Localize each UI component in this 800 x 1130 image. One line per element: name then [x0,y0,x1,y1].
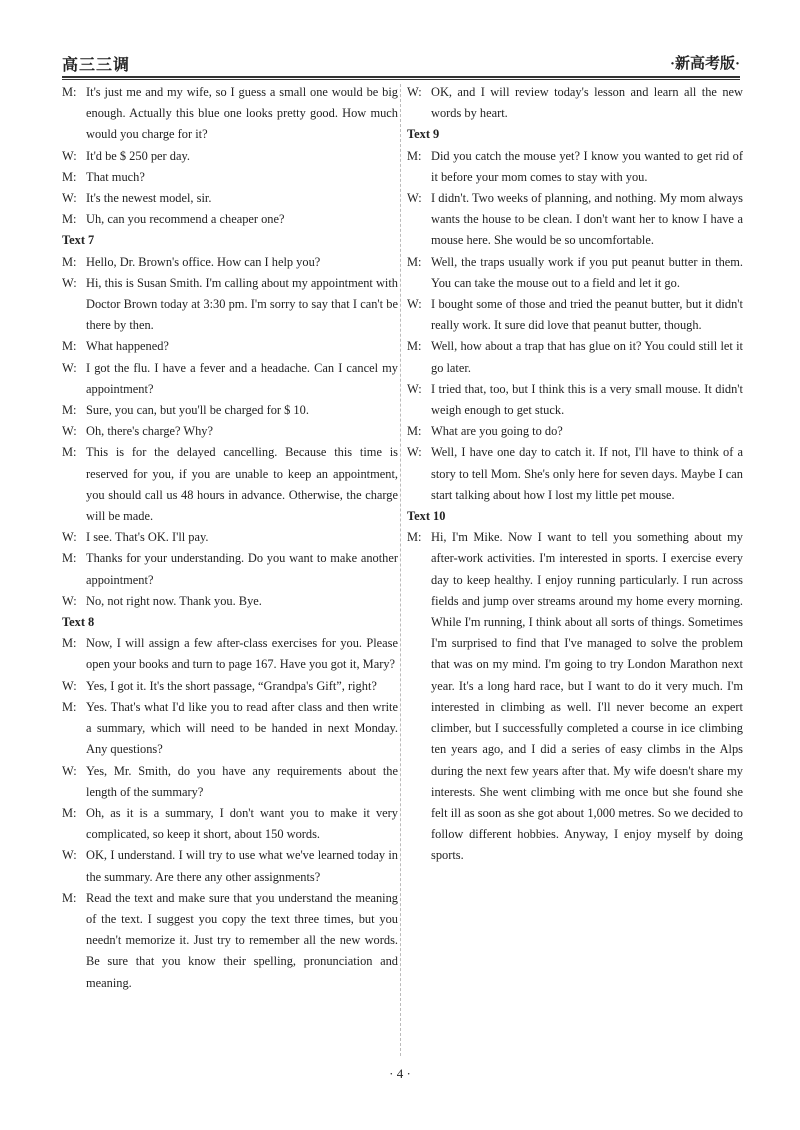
dialogue-text: What are you going to do? [431,424,563,439]
dialogue-text: Hi, this is Susan Smith. I'm calling about my appointment with Doctor Brown today at 3:30 pm. I'm sorry to say that I can't be there by then. [86,275,398,333]
dialogue-text: Well, how about a trap that has glue on it? You could still let it go later. [431,339,743,375]
speaker-label: W: [62,763,77,778]
dialogue-text: What happened? [86,339,169,354]
dialogue-text: Yes. That's what I'd like you to read after class and then write a summary, which will need to be handed in next Monday. Any questions? [86,699,398,757]
speaker-label: M: [407,339,422,354]
speaker-label: M: [407,254,422,269]
speaker-label: W: [62,275,77,290]
dialogue-line [62,548,398,590]
header-edition: ·新高考版· [669,56,740,72]
dialogue-text: Sure, you can, but you'll be charged for $ 10. [86,403,309,418]
speaker-label: M: [407,530,422,545]
dialogue-line [407,336,743,378]
speaker-label: W: [62,148,77,163]
speaker-label: W: [407,381,422,396]
dialogue-line [407,442,743,506]
dialogue-text: I see. That's OK. I'll pay. [86,530,209,545]
dialogue-line [62,273,398,337]
speaker-label: W: [62,530,77,545]
dialogue-line [407,379,743,421]
header-rule-thin [62,79,740,80]
dialogue-line [407,421,743,442]
dialogue-text: This is for the delayed cancelling. Because this time is reserved for you, if you are unable to keep an appointment, you should call us 48 hours in advance. Otherwise, the charge will be made. [86,445,398,524]
dialogue-line [62,336,398,357]
dialogue-line [62,888,398,994]
dialogue-line [407,252,743,294]
speaker-label: M: [62,805,77,820]
dialogue-text: Yes, I got it. It's the short passage, “Grandpa's Gift”, right? [86,678,377,693]
speaker-label: W: [407,85,422,99]
dialogue-line [407,146,743,188]
dialogue-text: Uh, can you recommend a cheaper one? [86,212,285,227]
dialogue-line [407,294,743,336]
dialogue-text: OK, I understand. I will try to use what we've learned today in the summary. Are there any other assignments? [86,848,398,884]
dialogue-line [62,761,398,803]
dialogue-line [62,252,398,273]
dialogue-line [62,146,398,167]
section-heading: Text 9 [407,127,440,142]
dialogue-text: Read the text and make sure that you understand the meaning of the text. I suggest you copy the text three times, but you needn't memorize it. Just try to remember all the new words. Be sure that you know their spelling, pronunciation and meaning. [86,890,398,990]
dialogue-text: Thanks for your understanding. Do you want to make another appointment? [86,551,398,587]
speaker-label: W: [407,297,422,312]
dialogue-text: Oh, there's charge? Why? [86,424,214,439]
speaker-label: W: [62,593,77,608]
dialogue-line [62,358,398,400]
speaker-label: M: [62,254,77,269]
speaker-label: M: [62,699,77,714]
section-heading: Text 8 [62,615,95,630]
speaker-label: W: [62,678,77,693]
speaker-label: W: [407,445,422,460]
section-heading: Text 10 [407,509,446,524]
dialogue-text: That much? [86,169,145,184]
dialogue-line [62,591,398,612]
dialogue-line [62,400,398,421]
speaker-label: M: [62,403,77,418]
section-heading: Text 7 [62,233,95,248]
dialogue-line [407,82,743,124]
dialogue-line [62,442,398,527]
speaker-label: M: [62,85,77,99]
dialogue-text: Now, I will assign a few after-class exercises for you. Please open your books and turn to page 167. Have you got it, Mary? [86,636,398,672]
dialogue-line [62,633,398,675]
dialogue-text: Did you catch the mouse yet? I know you wanted to get rid of it before your mom comes to stay with you. [431,148,743,184]
dialogue-text: Yes, Mr. Smith, do you have any requirements about the length of the summary? [86,763,398,799]
dialogue-line [407,527,743,866]
header-title: 高三三调 [62,57,131,74]
dialogue-text: OK, and I will review today's lesson and learn all the new words by heart. [431,85,743,121]
dialogue-line [62,697,398,761]
speaker-label: M: [62,636,77,651]
speaker-label: W: [62,191,77,206]
dialogue-line [62,209,398,230]
page-number: · 4 · [389,1066,411,1081]
dialogue-line [62,421,398,442]
dialogue-text: It's just me and my wife, so I guess a small one would be big enough. Actually this blue one looks pretty good. How much would you charge for it? [86,85,398,142]
dialogue-text: No, not right now. Thank you. Bye. [86,593,262,608]
dialogue-line [62,167,398,188]
speaker-label: W: [62,848,77,863]
dialogue-text: I tried that, too, but I think this is a very small mouse. It didn't weigh enough to get stuck. [431,381,743,418]
dialogue-line [62,803,398,845]
dialogue-text: Well, I have one day to catch it. If not, I'll have to think of a story to tell Mom. She's only here for seven days. Maybe I can start talking about how I lost my little pet mouse. [431,445,743,502]
speaker-label: M: [62,890,77,905]
dialogue-line [62,845,398,887]
left-column [62,82,398,994]
dialogue-text: It'd be $ 250 per day. [86,148,190,163]
dialogue-text: Well, the traps usually work if you put peanut butter in them. You can take the mouse out to a field and let it go. [431,254,743,290]
dialogue-line [62,676,398,697]
dialogue-text: Hello, Dr. Brown's office. How can I help you? [86,254,321,269]
speaker-label: W: [62,424,77,439]
column-divider [400,84,401,1056]
speaker-label: M: [62,212,77,227]
dialogue-text: I bought some of those and tried the peanut butter, but it didn't really work. It sure did love that peanut butter, though. [431,297,743,333]
dialogue-text: Oh, as it is a summary, I don't want you to make it very complicated, so keep it short, about 150 words. [86,805,398,842]
dialogue-line [62,188,398,209]
dialogue-text: I got the flu. I have a fever and a headache. Can I cancel my appointment? [86,360,398,396]
dialogue-line [407,188,743,252]
dialogue-text: Hi, I'm Mike. Now I want to tell you something about my after-work activities. I'm interested in sports. I exercise every day to keep healthy. I enjoy running particularly. I run across fields and jump over streams around my home every morning. While I'm running, I think about all sorts of things. Sometimes I'm surprised to find that I've managed to solve the problem that was on my mind. I'm going to try London Marathon next year. It's a long hard race, but I want to do it very much. I'm interested in climbing as well. I'll never become an expert climber, but I successfully completed a course in ice climbing ten years ago, and I did a series of easy climbs in the Alps during the next few years after that. My wife doesn't share my interests. She went climbing with me once but she found she felt ill as soon as she got about 1,000 metres. So we decided to follow different hobbies. Anyway, I enjoy myself by doing sports. [431,530,743,863]
speaker-label: M: [62,169,77,184]
speaker-label: M: [62,445,77,460]
dialogue-text: It's the newest model, sir. [86,191,212,206]
speaker-label: M: [62,339,77,354]
speaker-label: M: [407,148,422,163]
speaker-label: W: [62,360,77,375]
dialogue-line [62,82,398,146]
header-rule [62,76,740,78]
speaker-label: M: [62,551,77,566]
dialogue-text: I didn't. Two weeks of planning, and nothing. My mom always wants the house to be clean. I don't want her to know I have a mouse here. She would be so uncomfortable. [431,191,743,248]
speaker-label: M: [407,424,422,439]
right-column [407,82,743,867]
dialogue-line [62,527,398,548]
speaker-label: W: [407,191,422,206]
page-header [62,52,740,74]
